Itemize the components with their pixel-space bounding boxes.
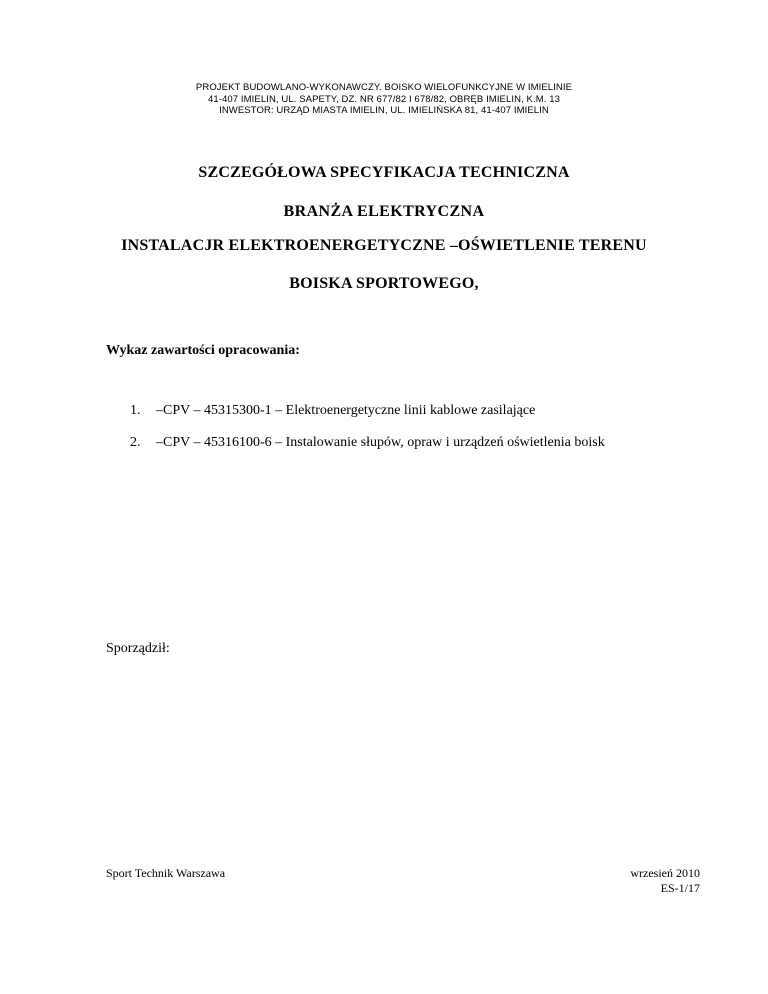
spec-title: SZCZEGÓŁOWA SPECYFIKACJA TECHNICZNA xyxy=(198,164,570,181)
project-header xyxy=(0,82,768,117)
prepared-by-label: Sporządził: xyxy=(106,641,170,656)
footer-date: wrzesień 2010 xyxy=(630,866,700,880)
scope-title-line2: BOISKA SPORTOWEGO, xyxy=(289,275,479,292)
list-item xyxy=(130,435,605,451)
list-item-number: 2. xyxy=(130,435,141,450)
header-line-address: 41-407 IMIELIN, UL. SAPETY, DZ. NR 677/82 I 678/82, OBRĘB IMIELIN, K.M. 13 xyxy=(207,93,560,105)
footer-company: Sport Technik Warszawa xyxy=(106,866,226,880)
contents-heading: Wykaz zawartości opracowania: xyxy=(106,343,300,358)
list-item xyxy=(130,403,535,419)
header-line-project: PROJEKT BUDOWLANO-WYKONAWCZY. BOISKO WIELOFUNKCYJNE W IMIELINIE xyxy=(195,82,573,93)
footer-page-ref: ES-1/17 xyxy=(660,881,700,895)
branch-title: BRANŻA ELEKTRYCZNA xyxy=(283,203,485,220)
header-line-investor: INWESTOR: URZĄD MIASTA IMIELIN, UL. IMIELIŃSKA 81, 41-407 IMIELIN xyxy=(219,105,549,116)
list-item-text: –CPV – 45315300-1 – Elektroenergetyczne linii kablowe zasilające xyxy=(156,403,536,418)
scope-title-line1: INSTALACJR ELEKTROENERGETYCZNE –OŚWIETLENIE TERENU xyxy=(121,237,647,254)
list-item-text: –CPV – 45316100-6 – Instalowanie słupów, opraw i urządzeń oświetlenia boisk xyxy=(156,435,605,450)
list-item-number: 1. xyxy=(130,403,141,418)
footer-meta xyxy=(630,866,700,896)
